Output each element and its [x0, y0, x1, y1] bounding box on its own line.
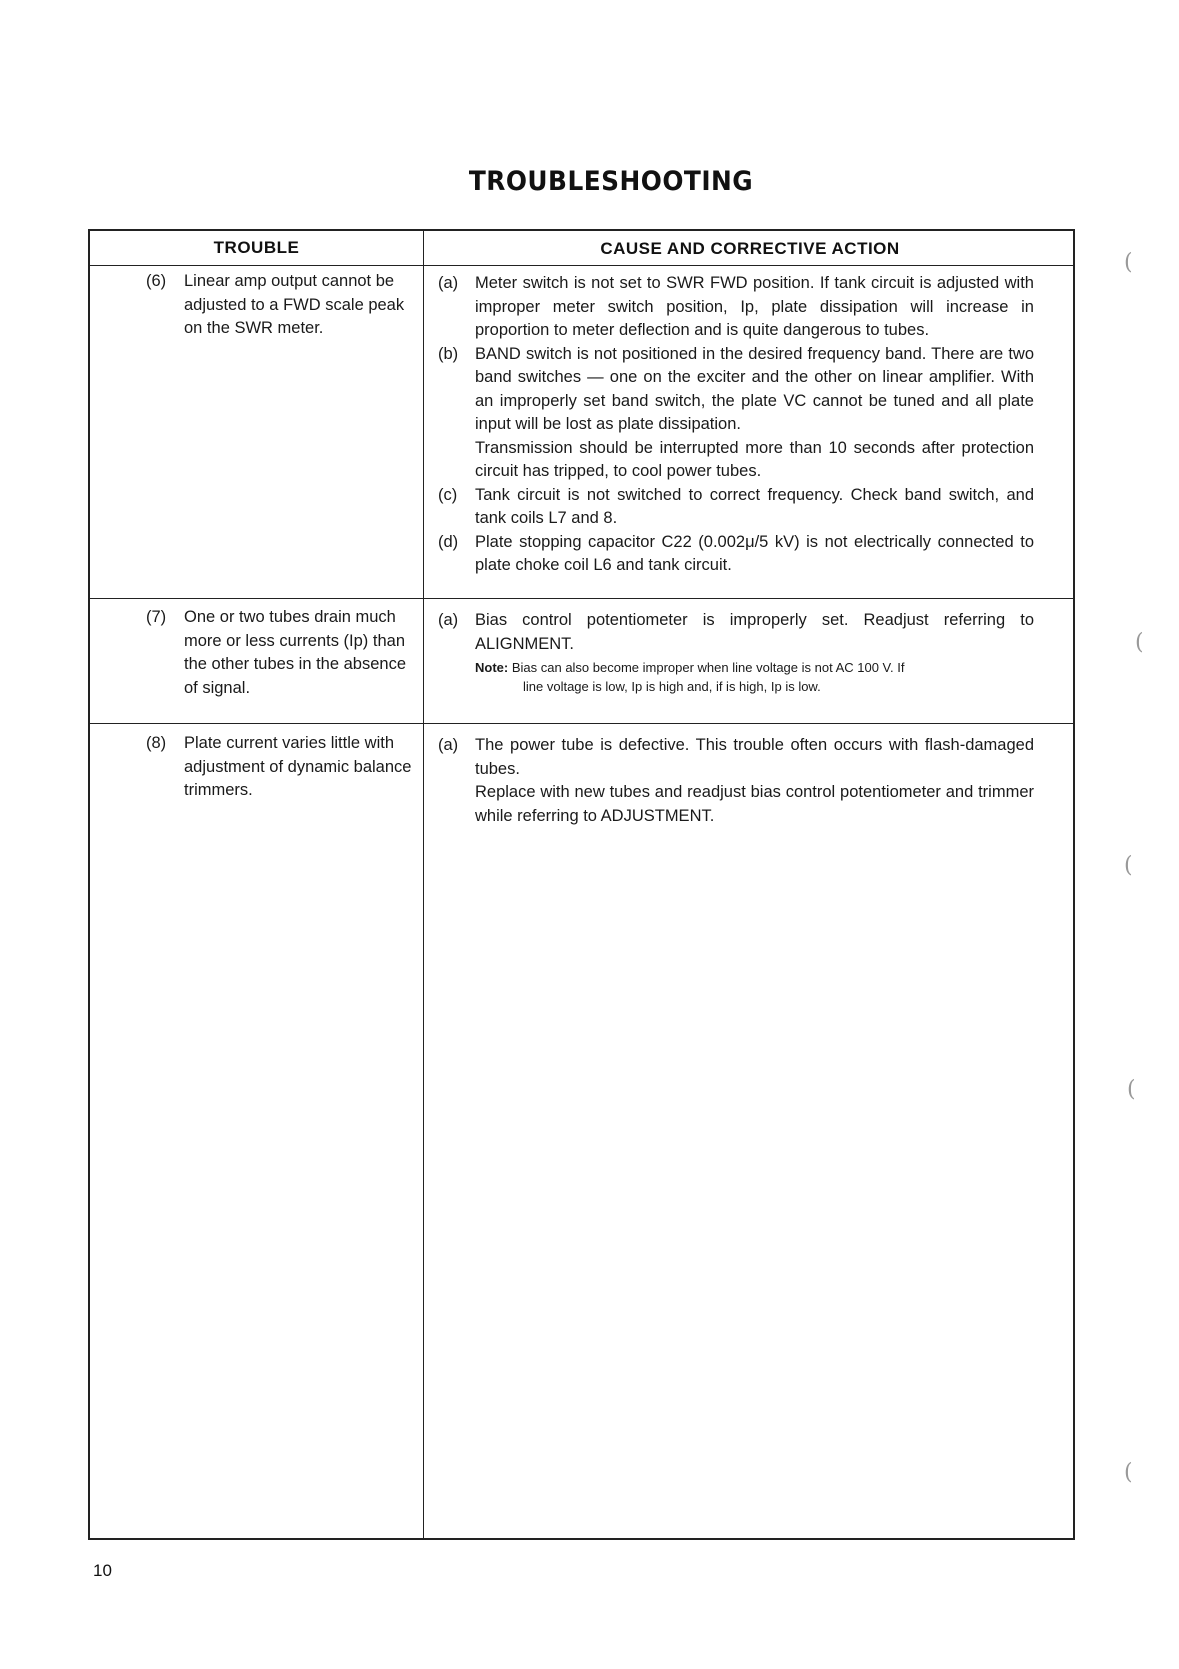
binding-hole-mark: ( — [1124, 853, 1133, 878]
trouble-column-header: TROUBLE — [213, 238, 300, 257]
cause-item — [438, 272, 1034, 343]
trouble-cell — [146, 270, 416, 341]
cause-label: (a) — [438, 736, 459, 754]
page-title: TROUBLESHOOTING — [468, 166, 754, 197]
cause-label: (d) — [438, 532, 459, 551]
page-number: 10 — [93, 1561, 112, 1580]
trouble-number: (6) — [146, 272, 167, 290]
cause-cell — [438, 609, 1034, 700]
trouble-text: Plate current varies little with adjustment of dynamic balance trimmers. — [184, 734, 412, 799]
cause-text: Replace with new tubes and readjust bias control potentiometer and trimmer while referring to ADJUSTMENT. — [475, 783, 1034, 825]
cause-item — [438, 531, 1034, 578]
cause-text: Plate stopping capacitor C22 (0.002μ/5 kV) is not electrically connected to plate choke coil L6 and tank circuit. — [475, 532, 1034, 574]
cause-label: (a) — [438, 611, 459, 629]
trouble-text: One or two tubes drain much more or less currents (Ip) than the other tubes in the absence of signal. — [184, 608, 406, 697]
cause-text: Meter switch is not set to SWR FWD position. If tank circuit is adjusted with improper meter switch position, Ip, plate dissipation will increase in proportion to meter deflection and is quite dangerous to tubes. — [475, 274, 1034, 339]
cause-column-header: CAUSE AND CORRECTIVE ACTION — [600, 239, 900, 258]
cause-item — [438, 343, 1034, 484]
header-divider — [88, 265, 1075, 266]
cause-item — [438, 734, 1034, 828]
row-divider-7-8 — [88, 723, 1075, 724]
column-divider — [423, 229, 424, 1540]
cause-text: BAND switch is not positioned in the desired frequency band. There are two band switches — one on the exciter and the other on linear amplifier. With an improperly set band switch, the plate VC cannot be tuned and all plate input will be lost as plate dissipation. — [475, 344, 1034, 433]
cause-cell — [438, 272, 1034, 578]
trouble-number: (8) — [146, 734, 167, 752]
cause-label: (a) — [438, 274, 459, 292]
cause-text: The power tube is defective. This trouble often occurs with flash-damaged tubes. — [475, 736, 1034, 778]
cause-label: (b) — [438, 344, 459, 363]
trouble-cell — [146, 732, 416, 803]
cause-cell — [438, 734, 1034, 828]
cause-item — [438, 484, 1034, 531]
trouble-text: Linear amp output cannot be adjusted to a FWD scale peak on the SWR meter. — [184, 272, 405, 337]
binding-hole-mark: ( — [1135, 630, 1144, 655]
cause-text: Tank circuit is not switched to correct frequency. Check band switch, and tank coils L7 and 8. — [475, 485, 1034, 527]
trouble-cell — [146, 606, 416, 700]
binding-hole-mark: ( — [1124, 250, 1133, 275]
cause-label: (c) — [438, 485, 458, 504]
note — [475, 658, 1034, 696]
cause-text: Transmission should be interrupted more than 10 seconds after protection circuit has tripped, to cool power tubes. — [475, 438, 1034, 480]
row-divider-6-7 — [88, 598, 1075, 599]
binding-hole-mark: ( — [1127, 1077, 1136, 1102]
cause-item — [438, 609, 1034, 700]
binding-hole-mark: ( — [1124, 1460, 1133, 1485]
cause-text: Bias control potentiometer is improperly set. Readjust referring to ALIGNMENT. — [475, 611, 1034, 653]
note-text: line voltage is low, Ip is high and, if is high, Ip is low. — [523, 679, 821, 694]
note-label: Note: — [475, 660, 509, 675]
trouble-number: (7) — [146, 608, 167, 626]
note-text: Bias can also become improper when line voltage is not AC 100 V. If — [511, 660, 905, 675]
